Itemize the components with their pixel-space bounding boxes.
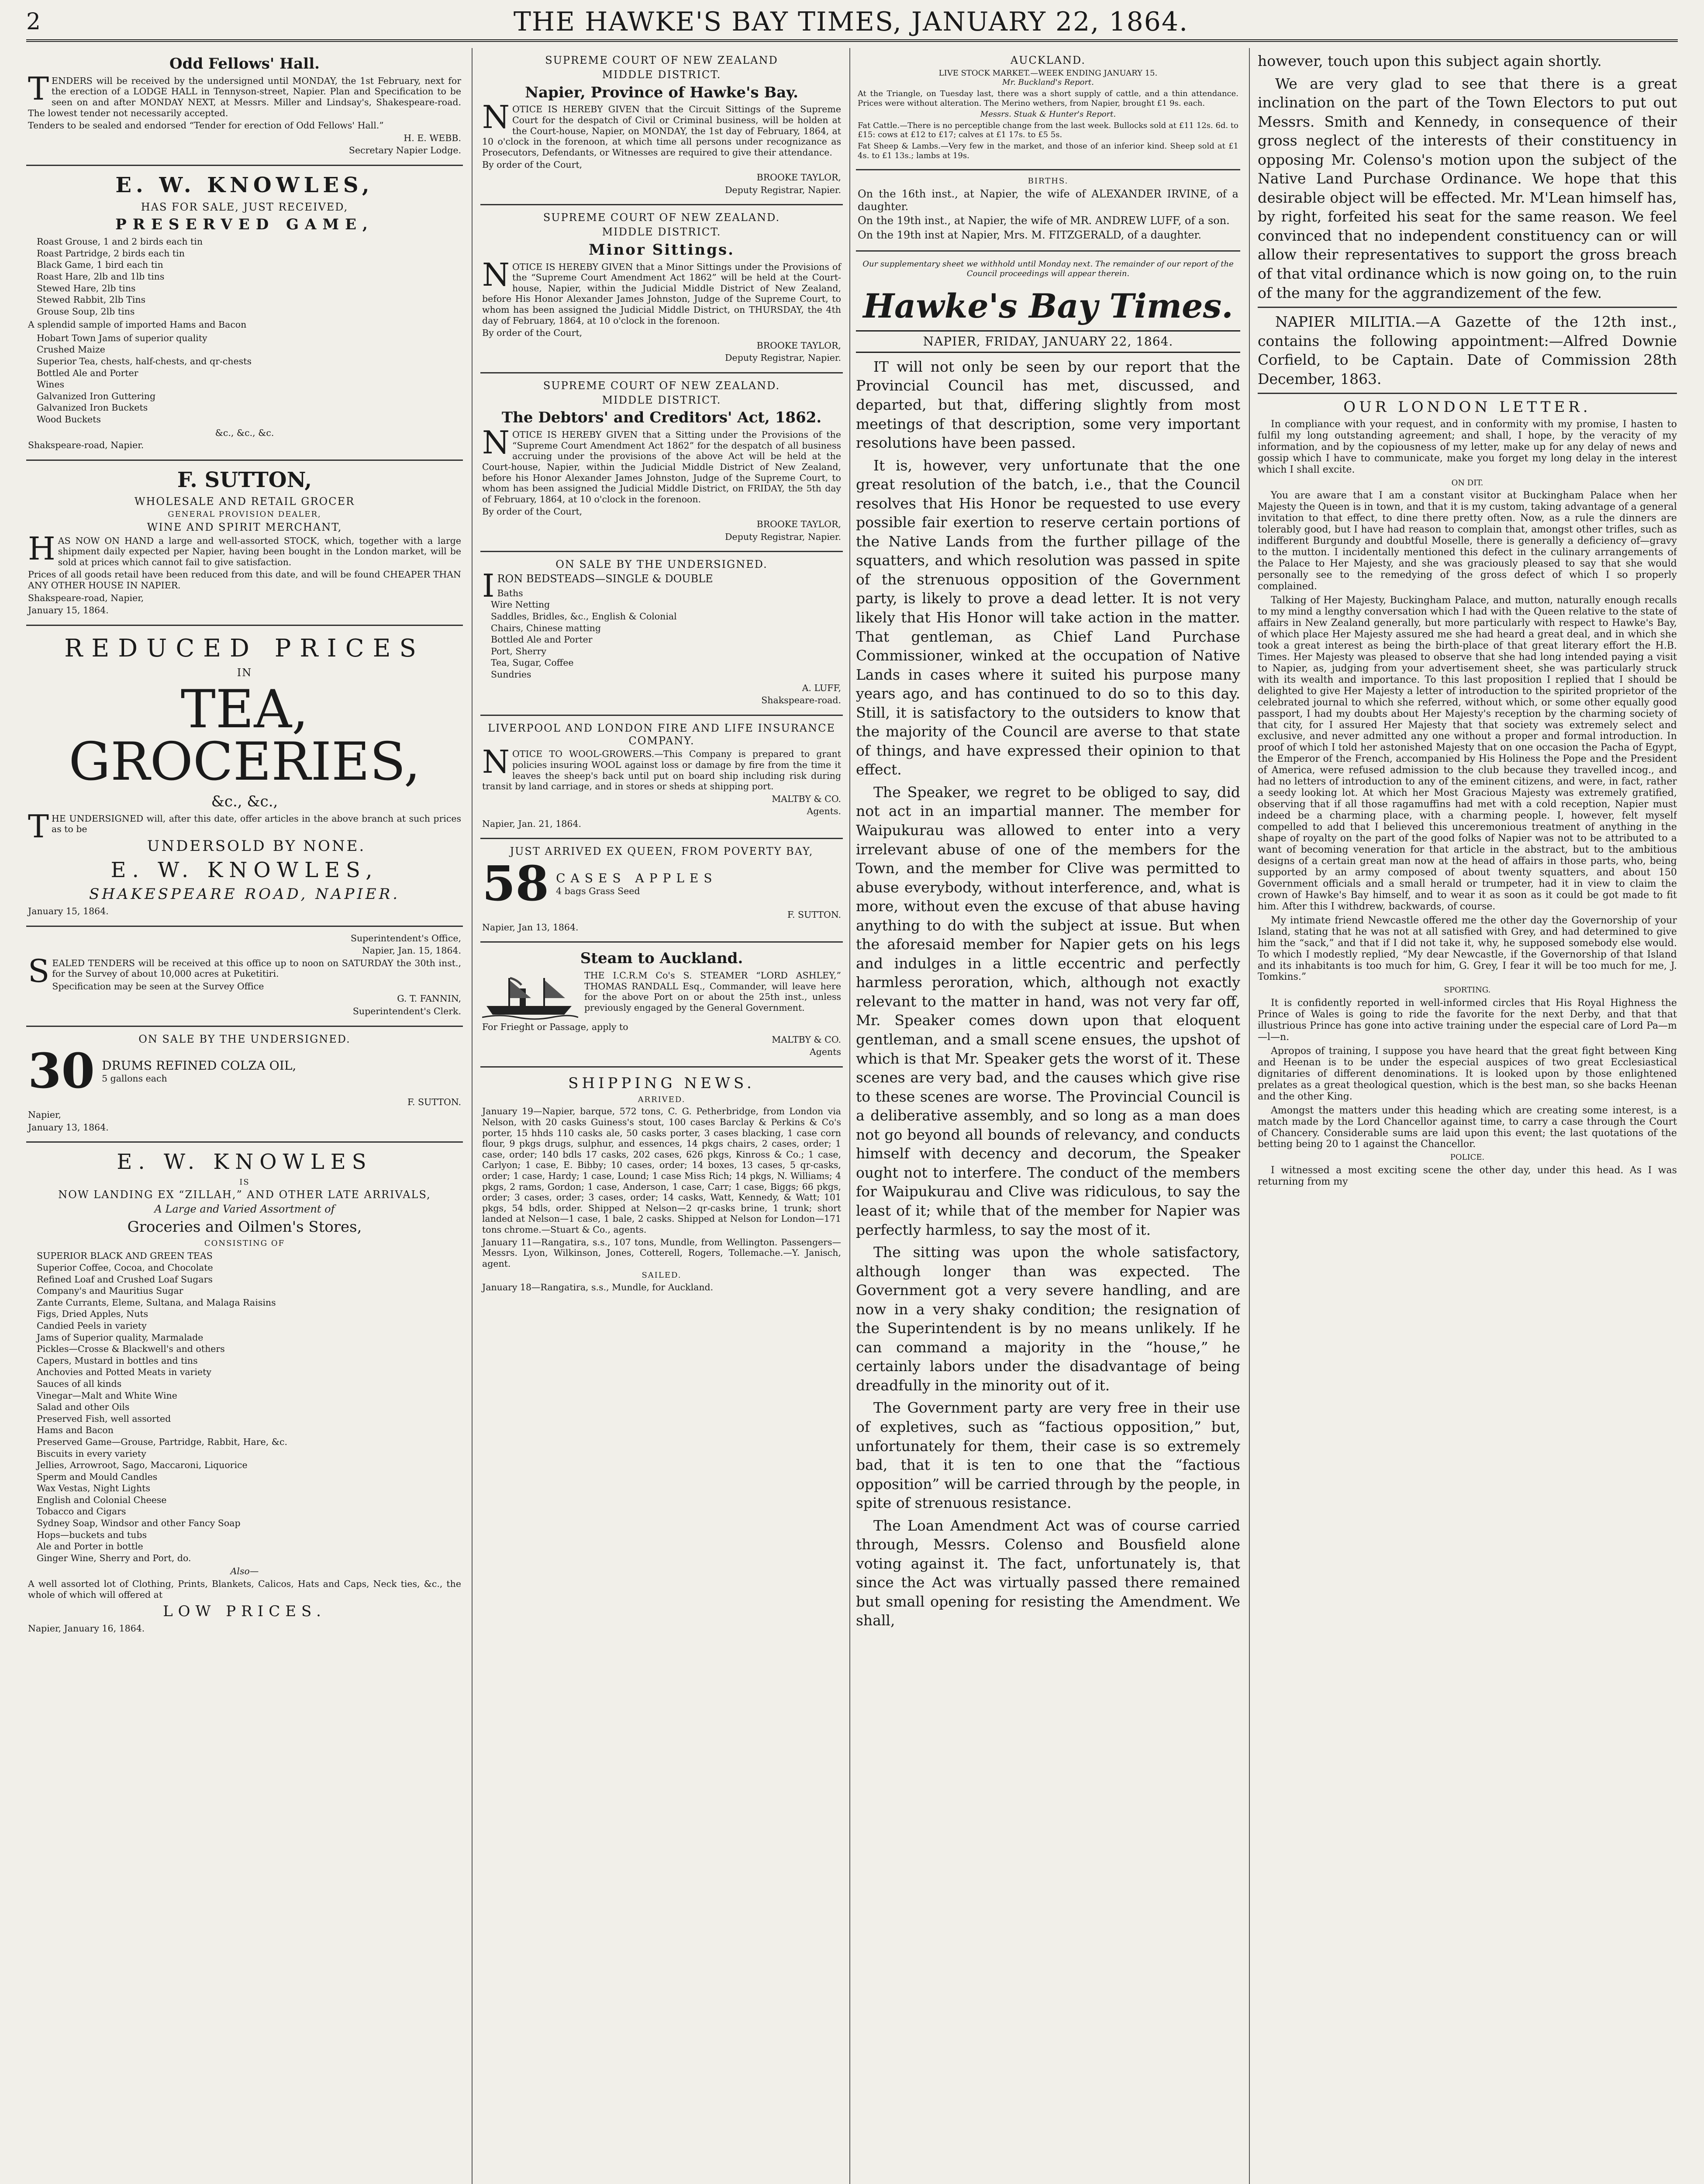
column-3 — [856, 48, 1240, 2184]
masthead — [26, 4, 1678, 42]
london-letter — [1258, 398, 1677, 1188]
list-item: Tea, Sugar, Coffee — [491, 657, 574, 668]
ad-subheading: A Large and Varied Assortment of — [154, 1203, 335, 1216]
list-item: Salad and other Oils — [37, 1402, 130, 1413]
ad-body: HAS NOW ON HAND a large and well-assorted STOCK, which, together with a large shipment daily expected per Napier, having been bought in the London market, will be sold at prices which cannot fail to give satisfaction. — [28, 530, 461, 567]
ad-date: January 15, 1864. — [28, 905, 109, 916]
reporter: Mr. Buckland's Report. — [1002, 78, 1094, 87]
report-body: At the Triangle, on Tuesday last, there was a short supply of cattle, and a thin attendance. Prices were without alteration. The Merino wethers, from Napier, brought £1 9s. each. — [858, 89, 1238, 108]
ad-slogan: UNDERSOLD BY NONE. — [147, 837, 366, 855]
section-title: AUCKLAND. — [1010, 54, 1086, 66]
list-item: English and Colonial Cheese — [37, 1494, 167, 1505]
list-item: Ale and Porter in bottle — [37, 1541, 143, 1552]
section-subtitle: ARRIVED. — [638, 1095, 686, 1104]
ad-subheading: IS — [239, 1177, 250, 1187]
ad-title: PRESERVED GAME, — [115, 216, 374, 234]
letter-paragraph: Amongst the matters under this heading which are creating some interest, is a match made by the Lord Chancellor against time, to carry a case through the Court of Chancery. Considerable sums are laid upon this event; the last quotations of the betting being 20 to 1 against the Chancellor. — [1258, 1105, 1677, 1150]
steamship-icon — [482, 972, 578, 1020]
list-item: Pickles—Crosse & Blackwell's and others — [37, 1344, 225, 1355]
notice-title: The Debtors' and Creditors' Act, 1862. — [501, 409, 822, 427]
list-item: Sundries — [491, 669, 531, 680]
notice-order: By order of the Court, — [482, 159, 583, 170]
ad-title: IRON BEDSTEADS—SINGLE & DOUBLE — [482, 567, 713, 604]
ad-address: Shakspeare-road, Napier. — [28, 440, 144, 451]
sale-line — [28, 1043, 461, 1099]
sale-quantity: 58 — [482, 855, 549, 912]
list-item: Preserved Game—Grouse, Partridge, Rabbit, Hare, &c. — [37, 1436, 288, 1447]
notice-body: NOTICE IS HEREBY GIVEN that the Circuit Sittings of the Supreme Court for the despatch of Civil or Criminal business, will be holden at the Court-house, Napier, on MONDAY, the 1st day of February, 1864, at 10 o'clock in the forenoon, at which time all persons under recognizance as Prosecutors, Defendants, or Witnesses are required to give their attendance. — [482, 99, 841, 158]
column-rule — [849, 48, 850, 2184]
ad-knowles-game — [26, 166, 463, 461]
ad-heading: E. W. KNOWLES — [117, 1150, 373, 1175]
ad-date: Napier, January 16, 1864. — [28, 1623, 145, 1634]
list-item: Sauces of all kinds — [37, 1378, 122, 1389]
article-paragraph: We are very glad to see that there is a great inclination on the part of the Town Electors to put out Messrs. Smith and Kennedy, in consequence of their gross neglect of the interests of their constituency in opposing Mr. Colenso's motion upon the subject of the Native Land Purchase Ordinance. We hope that this desirable object will be effected. Mr. M'Lean himself has, by right, forfeited his seat for the same reason. We feel convinced that no independent constituency can or will allow their representatives to support the gross breach of that vital ordinance which is now going on, to the ruin of the many for the aggrandizement of the few. — [1258, 75, 1677, 301]
list-item: Superior Coffee, Cocoa, and Chocolate — [37, 1262, 213, 1273]
divider — [1258, 307, 1677, 308]
ad-title: Groceries and Oilmen's Stores, — [127, 1218, 362, 1236]
shipping-entry: January 19—Napier, barque, 572 tons, C. G. Petherbridge, from London via Nelson, with 20 casks Guiness's stout, 100 cases Barclay & Perkins & Co's porter, 15 hhds 110 casks ale, 50 casks porter, 3 cases blacking, 1 case corn flour, 9 pkgs drugs, sulphur, and essences, 14 pkgs chairs, 2 cases, order; 1 case, order; 140 bdls 17 casks, 202 cases, 626 pkgs, Kinross & Co.; 1 case, Carlyon; 1 case, E. Bibby; 10 cases, order; 14 boxes, 13 cases, 5 qr-casks, order; 1 case, Hardy; 1 case, Lound; 1 case Miss Rich; 14 pkgs, N. Williams; 4 pkgs, 2 rams, Gordon; 1 case, Anderson, 1 case, Carr; 1 case, Biggs; 66 pkgs, order; 3 cases, order; 3 cases, order; 14 casks, Watt, Kennedy, & Watt; 101 pkgs, 54 bdls, order. Shipped at Nelson—2 qr-casks brine, 1 trunk; short landed at Nelson—1 case, 1 bale, 2 casks. Shipped at Nelson for London—171 tons chrome.—Stuart & Co., agents. — [482, 1106, 841, 1235]
notice-order: By order of the Court, — [482, 328, 583, 339]
list-item: Baths — [497, 587, 523, 598]
article-paragraph: The Government party are very free in their use of expletives, such as “factious opposition,” but, unfortunately for them, their case is so extremely bad, that it is ten to one that the “factious opposition” will be carried through by the people, in spite of strenuous resistance. — [856, 1399, 1240, 1512]
list-item: Roast Partridge, 2 birds each tin — [37, 248, 185, 259]
item-list — [37, 1251, 461, 1563]
article-paragraph: It is, however, very unfortunate that the one great resolution of the batch, i.e., that the Council resolves that His Honor be requested to use every possible fair exertion to reserve certain portions of the Native Lands from the further pillage of the squatters, and which resolution was passed in spite of the strenuous opposition of the Government party, is likely to prove a dead letter. It is not very likely that His Honor will take action in the matter. That gentleman, as Chief Land Purchase Commissioner, winked at the occupation of Native Lands in cases where it suited his purpose many years ago, and has continued to do so to this day. Still, it is satisfactory to the outsiders to know that the majority of the Council are averse to that state of things, and have expressed their opinion to that effect. — [856, 456, 1240, 778]
ad-address: SHAKESPEARE ROAD, NAPIER. — [89, 885, 400, 903]
ad-luff — [480, 552, 843, 716]
ad-subheading: IN — [237, 666, 252, 679]
sale-item: CASES APPLES — [556, 871, 717, 886]
ad-heading: Odd Fellows' Hall. — [169, 55, 320, 73]
ad-body: A splendid sample of imported Hams and Bacon — [28, 319, 247, 330]
list-item: Sydney Soap, Windsor and other Fancy Soap — [37, 1518, 241, 1529]
notice-heading: SUPREME COURT OF NEW ZEALAND — [545, 54, 778, 66]
notice-heading: SUPREME COURT OF NEW ZEALAND. — [543, 379, 780, 392]
notice-role: Deputy Registrar, Napier. — [725, 352, 841, 363]
ad-place: Napier, — [28, 1109, 62, 1120]
list-item: Bottled Ale and Porter — [37, 367, 138, 378]
report-body: Fat Cattle.—There is no perceptible change from the last week. Bullocks sold at £11 12s. 6d. to £15: cows at £12 to £17; calves at £1 17s. to £5 5s. — [858, 121, 1238, 140]
ad-colza-oil — [26, 1027, 463, 1143]
ad-heading: REDUCED PRICES — [64, 634, 425, 663]
notice-heading: SUPREME COURT OF NEW ZEALAND. — [543, 211, 780, 224]
ad-address: Shakspeare-road, Napier, — [28, 592, 144, 603]
ad-place: Napier, Jan. 15, 1864. — [362, 945, 461, 956]
list-item: Grouse Soup, 2lb tins — [37, 306, 135, 317]
ad-also: Also— — [230, 1566, 259, 1577]
ad-body: SEALED TENDERS will be received at this office up to noon on SATURDAY the 30th inst., for the Survey of about 10,000 acres at Puketitiri. — [28, 952, 461, 989]
column-2 — [480, 48, 843, 2184]
ad-body: NOTICE TO WOOL-GROWERS.—This Company is prepared to grant policies insuring WOOL against loss or damage by fire from the time it leaves the sheep's back until put on board ship including risk during transit by land carriage, and in stores or sheds at shipping port. — [482, 743, 841, 792]
ad-survey — [26, 927, 463, 1027]
article-paragraph: The sitting was upon the whole satisfactory, although longer than was expected. The Government got a very severe handling, and are now in a very shaky condition; the resignation of the Superintendent is by no means unlikely. If he can command a majority in the “house,” he certainly labors under the disadvantage of being dreadfully in the minority out of it. — [856, 1244, 1240, 1394]
list-item: Bottled Ale and Porter — [491, 634, 593, 645]
notice-order: By order of the Court, — [482, 506, 583, 517]
list-item: Port, Sherry — [491, 646, 546, 657]
section-subtitle: SAILED. — [642, 1271, 682, 1280]
ad-slogan: LOW PRICES. — [163, 1603, 326, 1621]
letter-paragraph: I witnessed a most exciting scene the other day, under this head. As I was returning from my — [1258, 1165, 1677, 1187]
letter-paragraph: In compliance with your request, and in conformity with my promise, I hasten to fulfil my long outstanding agreement; and shall, I hope, by the veracity of my information, and by the copiousness of my letter, make up for any delay of news and gossip which I have to communicate, make you forget my long delay in the interest which I shall excite. — [1258, 419, 1677, 475]
sale-detail: 4 bags Grass Seed — [556, 885, 640, 896]
ad-etc: &c., &c., &c. — [215, 427, 274, 438]
list-item: Figs, Dried Apples, Nuts — [37, 1309, 148, 1320]
reporter: Messrs. Stuak & Hunter's Report. — [980, 110, 1116, 119]
ad-office: Superintendent's Office, — [350, 933, 461, 943]
births — [856, 170, 1240, 252]
letter-subheading: ON DIT. — [1451, 478, 1483, 487]
notice-subheading: MIDDLE DISTRICT. — [602, 225, 721, 238]
ad-etc: &c., &c., — [211, 792, 278, 810]
birth-entry: On the 19th inst at Napier, Mrs. M. FITZGERALD, of a daughter. — [858, 229, 1202, 242]
ad-signature: A. LUFF, — [802, 682, 841, 693]
list-item: Tobacco and Cigars — [37, 1506, 126, 1517]
article-paragraph: IT will not only be seen by our report that the Provincial Council has met, discussed, and departed, but that, differing slightly from most meetings of that description, some very important resolutions have been passed. — [856, 358, 1240, 452]
list-item: Biscuits in every variety — [37, 1448, 146, 1459]
ad-body: A well assorted lot of Clothing, Prints, Blankets, Calicos, Hats and Caps, Neck ties, &c., the whole of which will offered at — [28, 1579, 461, 1600]
item-list — [37, 333, 461, 425]
list-item: Wire Netting — [491, 599, 550, 610]
ad-date: January 15, 1864. — [28, 605, 109, 616]
list-item: Jellies, Arrowroot, Sago, Maccaroni, Liquorice — [37, 1460, 248, 1471]
section-title: BIRTHS. — [1028, 176, 1069, 186]
notice-debtors-creditors — [480, 373, 843, 552]
letter-paragraph: You are aware that I am a constant visitor at Buckingham Palace when her Majesty the Queen is in town, and that it is my custom, taking advantage of a general invitation to that effect, to dine there pretty often. Now, as a rule the dinners are tolerably good, but I have had reason to complain that, amongst other trifles, such as indifferent Burgundy and doubtful Moselle, there is generally a deficiency of—gravy to the mutton. I incidentally mentioned this defect in the culinary arrangements of the Palace to Her Majesty, and she was graciously pleased to say that she would personally see to the remedying of the gross defect of which I so properly complained. — [1258, 490, 1677, 592]
ad-role: Secretary Napier Lodge. — [348, 145, 461, 156]
ad-date: January 13, 1864. — [28, 1122, 109, 1133]
ad-signature: F. SUTTON. — [787, 909, 841, 920]
shipping-news — [480, 1068, 843, 1301]
ad-heading: ON SALE BY THE UNDERSIGNED. — [138, 1033, 351, 1045]
ad-reduced-prices — [26, 626, 463, 927]
editorial-article — [856, 357, 1240, 1630]
ad-subheading: HAS FOR SALE, JUST RECEIVED, — [141, 200, 348, 213]
report-body: Fat Sheep & Lambs.—Very few in the market, and those of an inferior kind. Sheep sold at £1 4s. to £1 13s.; lambs at 19s. — [858, 141, 1238, 160]
list-item: Capers, Mustard in bottles and tins — [37, 1355, 198, 1366]
ad-heading: ON SALE BY THE UNDERSIGNED. — [555, 558, 768, 571]
ad-body: THE I.C.R.M Co's S. STEAMER “LORD ASHLEY,” THOMAS RANDALL Esq., Commander, will leave here for the above Port on or about the 25th inst., unless previously engaged by the General Government. — [584, 970, 841, 1013]
ad-subheading: NOW LANDING EX “ZILLAH,” AND OTHER LATE ARRIVALS, — [58, 1189, 431, 1201]
ad-body: Specification may be seen at the Survey Office — [52, 981, 264, 992]
shipping-entry: January 18—Rangatira, s.s., Mundle, for Auckland. — [482, 1282, 714, 1292]
list-item: Superior Tea, chests, half-chests, and qr-chests — [37, 356, 252, 367]
ad-body: Tenders to be sealed and endorsed “Tender for erection of Odd Fellows' Hall.” — [28, 120, 384, 131]
column-1 — [26, 48, 463, 2184]
letter-subheading: POLICE. — [1450, 1153, 1485, 1162]
paper-title: Hawke's Bay Times. — [863, 287, 1233, 326]
list-item: Zante Currants, Eleme, Sultana, and Malaga Raisins — [37, 1297, 276, 1308]
notice-subheading: MIDDLE DISTRICT. — [602, 394, 721, 406]
notice-signature: BROOKE TAYLOR, — [756, 172, 841, 183]
list-item: Stewed Hare, 2lb tins — [37, 283, 136, 294]
list-item: Chairs, Chinese matting — [491, 622, 601, 633]
notice-body: NOTICE IS HEREBY GIVEN that a Sitting under the Provisions of the “Supreme Court Amendment Act 1862” for the despatch of all business accruing under the provisions of the above Act will be held at the Court-house, Napier, within the Judicial Middle District of New Zealand, before his Honor Alexander James Johnston, Judge of the Supreme Court, to whom has been assigned the Judicial Middle District, on FRIDAY, the 5th day of February, 1864, at 10 o'clock in the forenoon. — [482, 424, 841, 505]
list-item: Stewed Rabbit, 2lb Tins — [37, 294, 146, 305]
birth-entry: On the 19th inst., at Napier, the wife of MR. ANDREW LUFF, of a son. — [858, 214, 1230, 227]
sale-item: DRUMS REFINED COLZA OIL, — [102, 1058, 297, 1073]
notice-title: Minor Sittings. — [589, 241, 735, 259]
news-item: NAPIER MILITIA.—A Gazette of the 12th inst., contains the following appointment:—Alfred Downie Corfield, to be Captain. Date of Commission 28th December, 1863. — [1258, 313, 1677, 387]
page-number: 2 — [26, 9, 42, 35]
column-rule — [1249, 48, 1250, 2184]
ad-role: Agents. — [807, 806, 841, 817]
ad-insurance — [480, 716, 843, 840]
column-4 — [1258, 48, 1677, 2184]
sale-line — [482, 855, 841, 912]
article-paragraph: The Speaker, we regret to be obliged to say, did not act in an impartial manner. The member for Waipukurau was allowed to enter into a very irrelevant abuse of one of the members for the Town, and the member for Clive was permitted to abuse everybody, without interference, and, what is more, without even the excuse of that abuse having anything to do with the subject at issue. But when the aforesaid member for Napier gets on his legs and indulges in a little eccentric and perfectly harmless peroration, which, although not exactly relevant to the matter in hand, was not very far off, Mr. Speaker comes down upon that eloquent gentleman, and a small scene ensues, the upshot of which is that Mr. Speaker gets the worst of it. These scenes are very bad, and the causes which give rise to these scenes are worse. The Provincial Council is a deliberative assembly, and so long as a man does not go beyond all bounds of relevancy, and conducts himself with decency and decorum, the Speaker ought not to interfere. The conduct of the members for Waipukurau and Clive was ridiculous, to say the least of it; while that of the member for Napier was perfectly harmless, to say the most of it. — [856, 783, 1240, 1238]
ad-signature: MALTBY & CO. — [772, 1034, 841, 1045]
list-item: Roast Hare, 2lb and 1lb tins — [37, 271, 165, 282]
ad-heading: JUST ARRIVED EX QUEEN, FROM POVERTY BAY, — [510, 845, 814, 858]
list-item: Wax Vestas, Night Lights — [37, 1483, 151, 1494]
sale-quantity: 30 — [28, 1043, 95, 1099]
list-item: Candied Peels in variety — [37, 1320, 147, 1331]
ad-title: TEA, GROCERIES, — [69, 679, 421, 792]
notice-signature: BROOKE TAYLOR, — [756, 519, 841, 530]
section-subtitle: LIVE STOCK MARKET.—WEEK ENDING JANUARY 15. — [938, 68, 1158, 78]
ad-subheading: CONSISTING OF — [204, 1238, 285, 1248]
ad-subheading: GENERAL PROVISION DEALER, — [168, 510, 321, 519]
notice-title: Napier, Province of Hawke's Bay. — [525, 83, 798, 101]
ad-heading: Steam to Auckland. — [580, 950, 743, 968]
item-list — [491, 588, 841, 680]
list-item: Vinegar—Malt and White Wine — [37, 1390, 177, 1401]
newspaper-title: THE HAWKE'S BAY TIMES, JANUARY 22, 1864. — [513, 7, 1189, 37]
ad-signature: F. SUTTON. — [407, 1097, 461, 1108]
ad-role: Agents — [809, 1047, 841, 1057]
list-item: Hops—buckets and tubs — [37, 1529, 147, 1540]
ad-date: Napier, Jan 13, 1864. — [482, 922, 579, 933]
sale-detail: 5 gallons each — [102, 1073, 167, 1084]
list-item: Roast Grouse, 1 and 2 birds each tin — [37, 236, 203, 247]
ad-body: For Frieght or Passage, apply to — [482, 1022, 628, 1033]
ad-body: Prices of all goods retail have been reduced from this date, and will be found CHEAPER THAN ANY OTHER HOUSE IN NAPIER. — [28, 569, 461, 591]
section-title: SHIPPING NEWS. — [568, 1075, 755, 1092]
ad-heading: E. W. KNOWLES, — [115, 173, 374, 197]
list-item: Black Game, 1 bird each tin — [37, 259, 163, 270]
ad-date: Napier, Jan. 21, 1864. — [482, 818, 582, 829]
notice-role: Deputy Registrar, Napier. — [725, 184, 841, 195]
ad-name: E. W. KNOWLES, — [110, 857, 379, 882]
list-item: Jams of Superior quality, Marmalade — [37, 1332, 204, 1343]
list-item: Galvanized Iron Guttering — [37, 390, 156, 401]
list-item: Wood Buckets — [37, 414, 101, 425]
letter-subheading: SPORTING. — [1444, 985, 1491, 995]
notice-minor-sittings — [480, 205, 843, 373]
notice-body: NOTICE IS HEREBY GIVEN that a Minor Sittings under the Provisions of the “Supreme Court Amendment Act 1862” will be held at the Court-house, Napier, within the Judicial Middle District of New Zealand, before His Honor Alexander James Johnston, Judge of the Supreme Court, to whom has been assigned the Judicial Middle District, on THURSDAY, the 4th day of February, 1864, at 10 o'clock in the forenoon. — [482, 256, 841, 326]
list-item: Hobart Town Jams of superior quality — [37, 332, 207, 343]
ad-subheading: WHOLESALE AND RETAIL GROCER — [134, 495, 355, 508]
dateline: NAPIER, FRIDAY, JANUARY 22, 1864. — [856, 330, 1240, 353]
notice-role: Deputy Registrar, Napier. — [725, 531, 841, 542]
list-item: Wines — [37, 379, 65, 390]
ad-signature: MALTBY & CO. — [772, 793, 841, 804]
ad-sutton — [26, 461, 463, 626]
notice-subheading: MIDDLE DISTRICT. — [602, 68, 721, 81]
letter-paragraph: Talking of Her Majesty, Buckingham Palace, and mutton, naturally enough recalls to my mind a lengthy conversation which I had with the Queen relative to the state of affairs in New Zealand generally, but more particularly with respect to Hawke's Bay, of which place Her Majesty assured me she had heard a great deal, and in which she took a great interest as being the birth-place of that great literary effort the H.B. Times. Her Majesty was pleased to observe that she had long intended paying a visit to Napier, as, judging from your advertisement sheet, she was particularly struck with its wealth and importance. To this last proposition I replied that I should be delighted to give Her Majesty a letter of introduction to the spirited proprietor of the celebrated journal to which she referred, without which, or some other equally good passport, I had my doubts about Her Majesty's reception by the charming society of that city, for I assured Her Majesty that that society was extremely select and exclusive, and never admitted any one without a proper and formal introduction. In proof of which I told her astonished Majesty that on one occasion the Pacha of Egypt, the Emperor of the French, accompanied by His Holiness the Pope and the President of America, were refused admission to the club because they travelled incog., and had no letters of introduction to any of the eminent citizens, and were, in fact, rather a seedy looking lot. At which her Most Gracious Majesty was extremely gratified, observing that if all those ragamuffins had met with a cold reception, Napier must indeed be a charming place, with a charming people. I, however, felt myself compelled to add that I believed this unceremonious treatment of anything in the shape of royalty on the part of the good folks of Napier was not to be attributed to a want of becoming veneration for that article in the abstract, but to the ambitious designs of a certain great man now at the head of affairs in those parts, who, being supported by an army composed of about twenty squatters, and about 150 Government officials and a small herald or trumpeter, had it in view to claim the crown of Hawke's Bay himself, and to wear it as soon as it could be got made to fit him. After this I withdrew, backwards, of course. — [1258, 595, 1677, 912]
letter-paragraph: It is confidently reported in well-informed circles that His Royal Highness the Prince of Wales is going to ride the favorite for the next Derby, and that that illustrious Prince has gone into active training under the especial care of Lord Pa—m—l—n. — [1258, 998, 1677, 1043]
list-item: Anchovies and Potted Meats in variety — [37, 1367, 211, 1378]
list-item: Saddles, Bridles, &c., English & Colonial — [491, 611, 677, 622]
letter-paragraph: My intimate friend Newcastle offered me the other day the Governorship of your Island, stating that he was not at all satisfied with Grey, and had determined to give him the “sack,” and that if I did not take it, why, he supposed somebody else would. To which I modestly replied, “My dear Newcastle, if the Governorship of that Island and its inhabitants is too much for him, G. Grey, I fear it will be too much for me, J. Tomkins.” — [1258, 915, 1677, 983]
ad-signature: G. T. FANNIN, — [397, 993, 461, 1004]
list-item: Galvanized Iron Buckets — [37, 402, 148, 413]
list-item: SUPERIOR BLACK AND GREEN TEAS — [37, 1251, 213, 1261]
list-item: Ginger Wine, Sherry and Port, do. — [37, 1552, 191, 1563]
article-paragraph: The Loan Amendment Act was of course carried through, Messrs. Colenso and Bousfield alone voting against it. The fact, unfortunately is, that since the Act was virtually passed there remained but small opening for resisting the Amendment. We shall, — [856, 1517, 1240, 1629]
market-report — [856, 48, 1240, 170]
notice-signature: BROOKE TAYLOR, — [756, 340, 841, 351]
editorial-notice: Our supplementary sheet we withhold until Monday next. The remainder of our report of the Council proceedings will appear therein. — [862, 259, 1234, 278]
ad-oddfellows — [26, 48, 463, 166]
divider — [1258, 393, 1677, 394]
section-title: OUR LONDON LETTER. — [1343, 398, 1591, 416]
article-paragraph: however, touch upon this subject again shortly. — [1258, 52, 1602, 69]
ad-body: THE UNDERSIGNED will, after this date, offer articles in the above branch at such prices as to be — [28, 808, 461, 845]
list-item: Sperm and Mould Candles — [37, 1471, 158, 1482]
ad-body: TENDERS will be received by the undersigned until MONDAY, the 1st February, next for the erection of a LODGE HALL in Tennyson-street, Napier. Plan and Specification to be seen on and after MONDAY NEXT, at Messrs. Miller and Lindsay's, Shakespeare-road. The lowest tender not necessarily accepted. — [28, 70, 461, 118]
birth-entry: On the 16th inst., at Napier, the wife of ALEXANDER IRVINE, of a daughter. — [858, 187, 1238, 213]
list-item: Refined Loaf and Crushed Loaf Sugars — [37, 1274, 213, 1285]
ad-role: Superintendent's Clerk. — [352, 1006, 461, 1017]
list-item: Preserved Fish, well assorted — [37, 1413, 171, 1424]
ad-apples — [480, 839, 843, 943]
shipping-entry: January 11—Rangatira, s.s., 107 tons, Mundle, from Wellington. Passengers—Messrs. Lyon, Wilkinson, Jones, Cotterell, Rogers, Tollemache.—Y. Janisch, agent. — [482, 1237, 841, 1269]
ad-heading: LIVERPOOL AND LONDON FIRE AND LIFE INSURANCE COMPANY. — [488, 722, 835, 747]
ad-subheading: WINE AND SPIRIT MERCHANT, — [147, 521, 342, 533]
ad-knowles-groceries — [26, 1143, 463, 1642]
list-item: Crushed Maize — [37, 344, 105, 355]
ad-heading: F. SUTTON, — [177, 467, 312, 492]
ad-address: Shakspeare-road. — [761, 695, 841, 706]
ad-signature: H. E. WEBB. — [404, 132, 461, 143]
letter-paragraph: Apropos of training, I suppose you have heard that the great fight between King and Heenan is to be under the especial auspices of two great Ecclesiastical dignitaries of different denominations. It is looked upon by those enlightened prelates as a great theological question, which is the best man, so she backs Heenan and the other King. — [1258, 1045, 1677, 1102]
item-list — [37, 236, 461, 317]
notice-supreme-court — [480, 48, 843, 205]
ad-steam — [480, 943, 843, 1068]
column-rule — [472, 48, 473, 2184]
list-item: Company's and Mauritius Sugar — [37, 1286, 183, 1296]
list-item: Hams and Bacon — [37, 1425, 114, 1436]
